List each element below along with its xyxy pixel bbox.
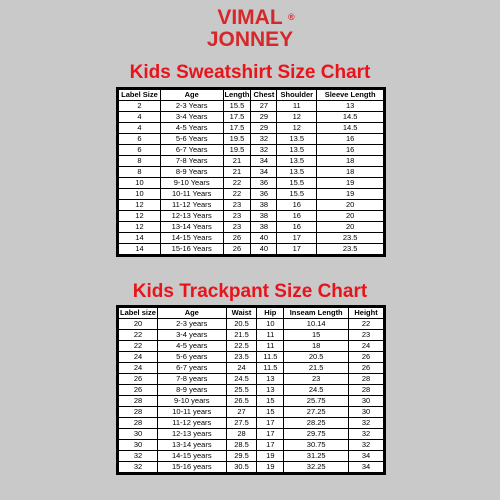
table-cell: 22.5 [226, 341, 257, 352]
table-cell: 36 [251, 189, 277, 200]
column-header: Age [157, 308, 226, 319]
table-row [119, 178, 384, 189]
table-cell: 15.5 [277, 189, 317, 200]
column-header: Age [160, 90, 223, 101]
table-row [119, 396, 384, 407]
table-cell: 11 [277, 101, 317, 112]
table-cell: 2-3 Years [160, 101, 223, 112]
table-cell: 23 [223, 200, 251, 211]
column-header: Inseam Length [284, 308, 349, 319]
table-row [119, 429, 384, 440]
table-cell: 32 [349, 440, 384, 451]
table-cell: 13 [257, 385, 284, 396]
table-cell: 22 [223, 189, 251, 200]
column-header: Label size [120, 308, 156, 317]
table-cell: 13-14 years [157, 440, 226, 451]
table-cell: 29 [251, 112, 277, 123]
table-cell: 26 [223, 233, 251, 244]
table-cell: 14 [119, 233, 161, 244]
table-cell: 26.5 [226, 396, 257, 407]
table-row [119, 330, 384, 341]
table-cell: 29.5 [226, 451, 257, 462]
table-cell: 12-13 years [157, 429, 226, 440]
table-row [119, 211, 384, 222]
table-cell: 34 [251, 167, 277, 178]
column-header: Waist [226, 308, 257, 319]
table-cell: 18 [284, 341, 349, 352]
column-header: Chest [251, 90, 277, 101]
table-cell: 22 [223, 178, 251, 189]
table-cell: 23 [223, 222, 251, 233]
table-cell: 16 [277, 211, 317, 222]
table-row [119, 200, 384, 211]
table-cell: 25.75 [284, 396, 349, 407]
table-row [119, 101, 384, 112]
table-row [119, 385, 384, 396]
table-cell: 15 [257, 407, 284, 418]
table-cell: 22 [349, 319, 384, 330]
table-row [119, 233, 384, 244]
table-cell: 5-6 Years [160, 134, 223, 145]
table-cell: 26 [119, 374, 158, 385]
table-cell: 10.14 [284, 319, 349, 330]
table-cell: 10-11 years [157, 407, 226, 418]
table-cell: 15.5 [223, 101, 251, 112]
table-cell: 11 [257, 330, 284, 341]
column-header: Shoulder [277, 90, 317, 101]
table-cell: 34 [349, 462, 384, 473]
table-cell: 28.5 [226, 440, 257, 451]
table-cell: 11.5 [257, 363, 284, 374]
table-cell: 13 [257, 374, 284, 385]
table-cell: 40 [251, 244, 277, 255]
table-cell: 8 [119, 156, 161, 167]
table-cell: 36 [251, 178, 277, 189]
table-cell: 22 [119, 341, 158, 352]
table-cell: 27.25 [284, 407, 349, 418]
table-row [119, 145, 384, 156]
table-cell: 30 [349, 407, 384, 418]
table-row [119, 319, 384, 330]
table-row [119, 462, 384, 473]
table-cell: 30.75 [284, 440, 349, 451]
table-cell: 30 [349, 396, 384, 407]
table-cell: 13.5 [277, 156, 317, 167]
table-cell: 23.5 [226, 352, 257, 363]
table-cell: 12 [119, 211, 161, 222]
table-row [119, 167, 384, 178]
table-cell: 24 [349, 341, 384, 352]
table-cell: 12 [277, 123, 317, 134]
trackpant-size-table [116, 305, 386, 475]
table-cell: 13.5 [277, 145, 317, 156]
brand-line1: VIMAL ® [217, 6, 295, 29]
table-cell: 20 [119, 319, 158, 330]
table-cell: 28 [349, 385, 384, 396]
table-cell: 15-16 years [157, 462, 226, 473]
table-cell: 9-10 years [157, 396, 226, 407]
table-cell: 26 [119, 385, 158, 396]
table-cell: 32 [349, 418, 384, 429]
table-cell: 19 [257, 451, 284, 462]
table-cell: 20 [317, 211, 384, 222]
table-cell: 8-9 Years [160, 167, 223, 178]
table-cell: 18 [317, 167, 384, 178]
table-cell: 15.5 [277, 178, 317, 189]
table-cell: 24 [226, 363, 257, 374]
table-cell: 38 [251, 200, 277, 211]
table-row [119, 123, 384, 134]
brand-line2: JONNEY [206, 28, 294, 51]
table-cell: 4 [119, 123, 161, 134]
table-cell: 27 [251, 101, 277, 112]
table-cell: 13.5 [277, 167, 317, 178]
table-cell: 11.5 [257, 352, 284, 363]
table-cell: 14-15 years [157, 451, 226, 462]
table-cell: 21 [223, 156, 251, 167]
table-cell: 23 [349, 330, 384, 341]
table-cell: 15 [257, 396, 284, 407]
table-cell: 27 [226, 407, 257, 418]
table-cell: 28 [119, 396, 158, 407]
table-cell: 30 [119, 440, 158, 451]
table-row [119, 341, 384, 352]
table-cell: 21.5 [284, 363, 349, 374]
table-cell: 18 [317, 156, 384, 167]
table-cell: 29 [251, 123, 277, 134]
table-cell: 26 [223, 244, 251, 255]
table-cell: 12-13 Years [160, 211, 223, 222]
table-cell: 10 [119, 178, 161, 189]
table-cell: 38 [251, 211, 277, 222]
table-row [119, 352, 384, 363]
column-header: Hip [257, 308, 284, 319]
table-cell: 22 [119, 330, 158, 341]
registered-mark: ® [288, 12, 295, 22]
table-cell: 17.5 [223, 112, 251, 123]
table-cell: 24.5 [284, 385, 349, 396]
table-cell: 6 [119, 145, 161, 156]
column-header: Label Size [119, 90, 161, 101]
table-row [119, 418, 384, 429]
table-cell: 14.5 [317, 112, 384, 123]
table-cell: 15 [284, 330, 349, 341]
table-cell: 15-16 Years [160, 244, 223, 255]
table-cell: 30 [119, 429, 158, 440]
table-cell: 10 [119, 189, 161, 200]
sweatshirt-chart-title: Kids Sweatshirt Size Chart [129, 62, 371, 83]
table-cell: 30.5 [226, 462, 257, 473]
table-cell: 16 [277, 222, 317, 233]
table-row [119, 134, 384, 145]
table-row [119, 222, 384, 233]
table-cell: 6-7 years [157, 363, 226, 374]
table-cell: 40 [251, 233, 277, 244]
table-cell: 32 [119, 462, 158, 473]
table-cell: 20 [317, 200, 384, 211]
table-row [119, 451, 384, 462]
table-cell: 23.5 [317, 244, 384, 255]
table-cell: 6-7 Years [160, 145, 223, 156]
table-row [119, 407, 384, 418]
table-cell: 12 [119, 200, 161, 211]
table-cell: 12 [119, 222, 161, 233]
table-cell: 9-10 Years [160, 178, 223, 189]
table-cell: 16 [277, 200, 317, 211]
column-header: Length [224, 90, 250, 99]
table-cell: 4 [119, 112, 161, 123]
table-cell: 32 [251, 145, 277, 156]
table-cell: 28 [349, 374, 384, 385]
table-cell: 23.5 [317, 233, 384, 244]
table-cell: 19 [317, 178, 384, 189]
table-cell: 11 [257, 341, 284, 352]
table-cell: 16 [317, 145, 384, 156]
table-cell: 13 [317, 101, 384, 112]
table-cell: 13-14 Years [160, 222, 223, 233]
table-row [119, 244, 384, 255]
table-cell: 20.5 [284, 352, 349, 363]
table-cell: 29.75 [284, 429, 349, 440]
table-row [119, 156, 384, 167]
sweatshirt-size-table [116, 87, 386, 257]
column-header: Height [349, 308, 384, 319]
table-cell: 24 [119, 352, 158, 363]
table-cell: 25.5 [226, 385, 257, 396]
table-cell: 17 [257, 418, 284, 429]
table-cell: 23 [223, 211, 251, 222]
table-cell: 19 [257, 462, 284, 473]
table-cell: 11-12 years [157, 418, 226, 429]
table-cell: 10 [257, 319, 284, 330]
table-cell: 21 [223, 167, 251, 178]
table-header-row [119, 90, 384, 101]
table-cell: 5-6 years [157, 352, 226, 363]
table-cell: 27.5 [226, 418, 257, 429]
table-cell: 34 [349, 451, 384, 462]
table-cell: 17 [277, 233, 317, 244]
table-cell: 20.5 [226, 319, 257, 330]
table-cell: 32 [251, 134, 277, 145]
table-cell: 12 [277, 112, 317, 123]
table-cell: 20 [317, 222, 384, 233]
table-cell: 14.5 [317, 123, 384, 134]
table-cell: 34 [251, 156, 277, 167]
table-cell: 6 [119, 134, 161, 145]
table-cell: 4-5 Years [160, 123, 223, 134]
table-row [119, 374, 384, 385]
table-cell: 28 [119, 407, 158, 418]
table-cell: 28 [119, 418, 158, 429]
table-cell: 31.25 [284, 451, 349, 462]
table-cell: 16 [317, 134, 384, 145]
table-cell: 19 [317, 189, 384, 200]
table-cell: 24 [119, 363, 158, 374]
table-cell: 32.25 [284, 462, 349, 473]
table-cell: 14-15 Years [160, 233, 223, 244]
column-header: Sleeve Length [317, 90, 384, 101]
table-cell: 2 [119, 101, 161, 112]
table-cell: 11-12 Years [160, 200, 223, 211]
table-cell: 21.5 [226, 330, 257, 341]
table-cell: 26 [349, 352, 384, 363]
table-cell: 13.5 [277, 134, 317, 145]
table-header-row [119, 308, 384, 319]
table-row [119, 363, 384, 374]
table-cell: 19.5 [223, 134, 251, 145]
table-row [119, 189, 384, 200]
table-cell: 17 [257, 440, 284, 451]
table-cell: 2-3 years [157, 319, 226, 330]
table-cell: 7-8 Years [160, 156, 223, 167]
table-cell: 4-5 years [157, 341, 226, 352]
table-cell: 3-4 Years [160, 112, 223, 123]
table-cell: 7-8 years [157, 374, 226, 385]
table-cell: 28 [226, 429, 257, 440]
table-cell: 24.5 [226, 374, 257, 385]
table-cell: 38 [251, 222, 277, 233]
table-cell: 17.5 [223, 123, 251, 134]
table-cell: 23 [284, 374, 349, 385]
table-cell: 19.5 [223, 145, 251, 156]
trackpant-chart-title: Kids Trackpant Size Chart [132, 281, 368, 302]
table-cell: 26 [349, 363, 384, 374]
brand-logo [0, 8, 500, 50]
table-cell: 14 [119, 244, 161, 255]
table-cell: 32 [349, 429, 384, 440]
table-cell: 8-9 years [157, 385, 226, 396]
table-row [119, 112, 384, 123]
table-cell: 28.25 [284, 418, 349, 429]
table-cell: 3-4 years [157, 330, 226, 341]
table-row [119, 440, 384, 451]
table-cell: 8 [119, 167, 161, 178]
table-cell: 10-11 Years [160, 189, 223, 200]
table-cell: 17 [257, 429, 284, 440]
table-cell: 17 [277, 244, 317, 255]
table-cell: 32 [119, 451, 158, 462]
